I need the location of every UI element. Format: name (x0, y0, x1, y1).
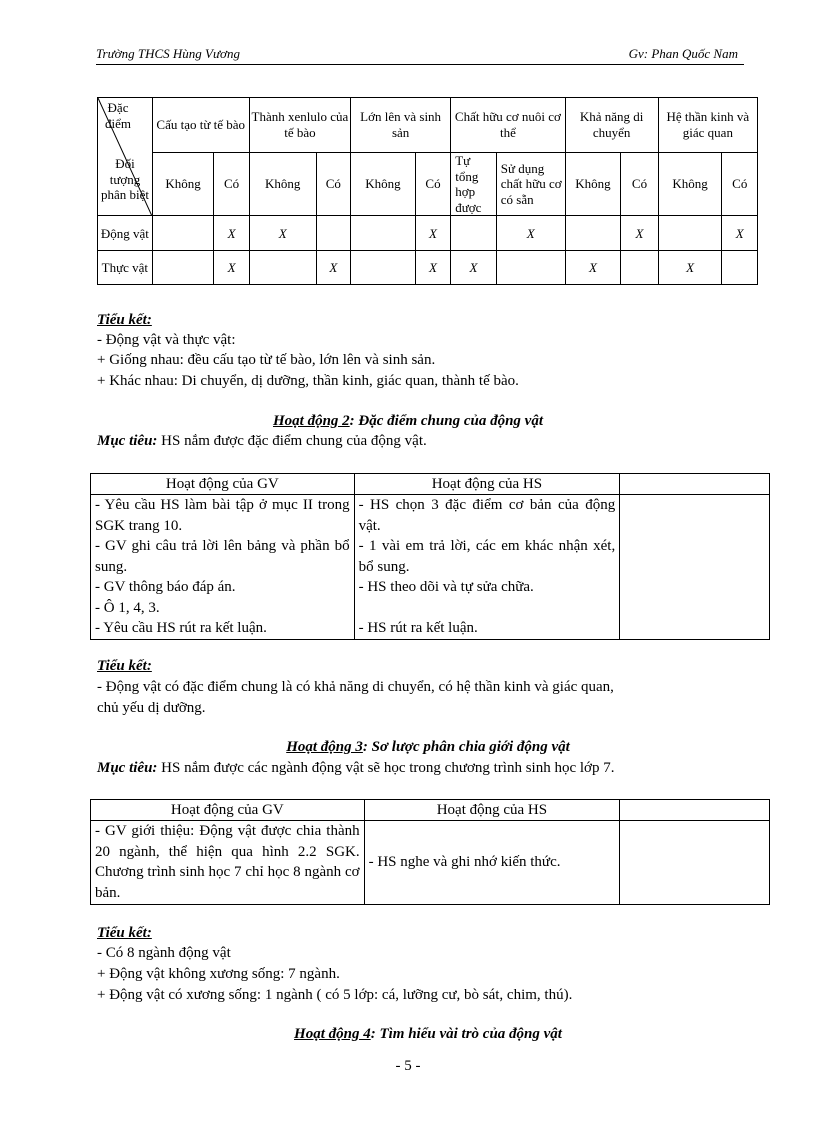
summary2-title: Tiểu kết: (97, 658, 152, 674)
table-cell: X (451, 251, 497, 285)
activity4-title: : Tìm hiểu vài trò của động vật (370, 1026, 562, 1042)
hs-text: - HS nghe và ghi nhớ kiến thức. (368, 854, 561, 871)
table-cell (451, 216, 497, 251)
gv-line: - GV thông báo đáp án. (95, 579, 236, 595)
hs-line: - HS rút ra kết luận. (358, 619, 478, 636)
sub-header: Không (658, 153, 722, 216)
table-cell (152, 216, 214, 251)
summary2-line: - Động vật có đặc điểm chung là có khả năng di chuyển, có hệ thần kinh và giác quan, (97, 679, 614, 695)
sub-header: Có (621, 153, 658, 216)
notes-cell (620, 821, 770, 905)
col-empty-header (620, 800, 770, 821)
table-row (98, 251, 758, 285)
comparison-table (97, 97, 758, 285)
col-header: Thành xenlulo của tế bào (249, 98, 350, 153)
activity3-title: : Sơ lược phân chia giới động vật (362, 739, 570, 755)
sub-header: Không (565, 153, 621, 216)
col-header: Khả năng di chuyển (565, 98, 658, 153)
goal-text: HS nắm được các ngành động vật sẽ học trong chương trình sinh học lớp 7. (157, 760, 615, 776)
col-hs-header: Hoạt động của HS (364, 800, 620, 821)
table-cell (351, 251, 416, 285)
table-cell (722, 251, 758, 285)
table-cell (621, 251, 658, 285)
table-cell: X (214, 216, 249, 251)
row-label: Động vật (98, 216, 153, 251)
page-number: - 5 - (395, 1058, 421, 1074)
activity4-heading (0, 1026, 816, 1043)
col-header: Hệ thần kinh và giác quan (658, 98, 757, 153)
hs-activities (354, 495, 620, 640)
table-cell (351, 216, 416, 251)
sub-header: Có (722, 153, 758, 216)
table-cell: X (621, 216, 658, 251)
sub-header: Không (152, 153, 214, 216)
activity2-goal (97, 433, 427, 450)
table-cell: X (249, 216, 316, 251)
activity3-label: Hoạt động 3 (286, 739, 363, 755)
corner-cell (98, 98, 153, 216)
hs-line: - 1 vài em trả lời, các em khác nhận xét, bổ sung. (358, 538, 616, 575)
table-cell: X (658, 251, 722, 285)
hs-line: - HS chọn 3 đặc điểm cơ bản của động vật. (358, 497, 616, 534)
table-cell: X (722, 216, 758, 251)
sub-header: Có (415, 153, 450, 216)
summary2-line: chủ yếu dị dưỡng. (97, 700, 206, 716)
table-cell: X (415, 216, 450, 251)
goal-label: Mục tiêu: (97, 760, 158, 776)
gv-activities (91, 495, 355, 640)
activity2-title: : Đặc điểm chung của động vật (349, 413, 544, 429)
hs-line: - HS theo dõi và tự sửa chữa. (358, 579, 534, 595)
col-empty-header (620, 474, 770, 495)
sub-header: Không (351, 153, 416, 216)
activity3-table (90, 799, 770, 905)
col-gv-header: Hoạt động của GV (91, 800, 365, 821)
header-school: Trường THCS Hùng Vương (96, 46, 240, 61)
sub-header: Có (316, 153, 350, 216)
summary1-line: - Động vật và thực vật: (97, 332, 236, 348)
summary1-title: Tiểu kết: (97, 312, 152, 328)
table-cell (152, 251, 214, 285)
summary3-title: Tiểu kết: (97, 925, 152, 941)
activity3-heading (0, 739, 816, 756)
row-label: Thực vật (98, 251, 153, 285)
activity4-label: Hoạt động 4 (294, 1026, 371, 1042)
table-cell (316, 216, 350, 251)
hs-activities (364, 821, 620, 905)
gv-line: - Yêu cầu HS làm bài tập ở mục II trong SGK trang 10. (95, 497, 350, 534)
table-cell (658, 216, 722, 251)
gv-line: - GV ghi câu trả lời lên bảng và phần bổ sung. (95, 538, 350, 575)
table-cell (496, 251, 565, 285)
activity2-table (90, 473, 770, 640)
sub-header: Tự tổng hợp được (451, 153, 497, 216)
col-header: Cấu tạo từ tế bào (152, 98, 249, 153)
activity3-goal (97, 760, 614, 777)
summary3-line: + Động vật có xương sống: 1 ngành ( có 5 lớp: cá, lưỡng cư, bò sát, chim, thú). (97, 987, 573, 1003)
sub-header: Không (249, 153, 316, 216)
goal-text: HS nắm được đặc điểm chung của động vật. (157, 433, 427, 449)
summary1-line: + Giống nhau: đều cấu tạo từ tế bào, lớn lên và sinh sản. (97, 352, 436, 368)
table-cell (565, 216, 621, 251)
col-hs-header: Hoạt động của HS (354, 474, 620, 495)
gv-activities (91, 821, 365, 905)
table-cell: X (496, 216, 565, 251)
corner-top-label: Đặc điểm (105, 100, 131, 131)
activity2-label: Hoạt động 2 (272, 413, 350, 429)
sub-header: Có (214, 153, 249, 216)
sub-header: Sử dụng chất hữu cơ có sẵn (496, 153, 565, 216)
col-gv-header: Hoạt động của GV (91, 474, 355, 495)
page-header (96, 46, 744, 65)
table-cell (249, 251, 316, 285)
gv-line: - Ô 1, 4, 3. (95, 599, 160, 616)
notes-cell (620, 495, 770, 640)
gv-text: - GV giới thiệu: Động vật được chia thành 20 ngành, thể hiện qua hình 2.2 SGK. Chương trình sinh học 7 chỉ học 8 ngành cơ bản. (95, 823, 360, 901)
summary3-line: + Động vật không xương sống: 7 ngành. (97, 966, 340, 982)
corner-bottom-label: Đối tượng phân biệt (101, 156, 150, 203)
table-cell: X (316, 251, 350, 285)
summary1-line: + Khác nhau: Di chuyển, dị dưỡng, thần kinh, giác quan, thành tế bào. (97, 373, 519, 389)
table-row (98, 216, 758, 251)
col-header: Chất hữu cơ nuôi cơ thể (451, 98, 565, 153)
table-cell: X (415, 251, 450, 285)
activity2-heading (0, 413, 816, 430)
goal-label: Mục tiêu: (97, 433, 158, 449)
header-teacher: Gv: Phan Quốc Nam (628, 46, 738, 61)
table-cell: X (214, 251, 249, 285)
col-header: Lớn lên và sinh sản (351, 98, 451, 153)
gv-line: - Yêu cầu HS rút ra kết luận. (95, 620, 267, 636)
summary3-line: - Có 8 ngành động vật (97, 945, 231, 961)
table-cell: X (565, 251, 621, 285)
